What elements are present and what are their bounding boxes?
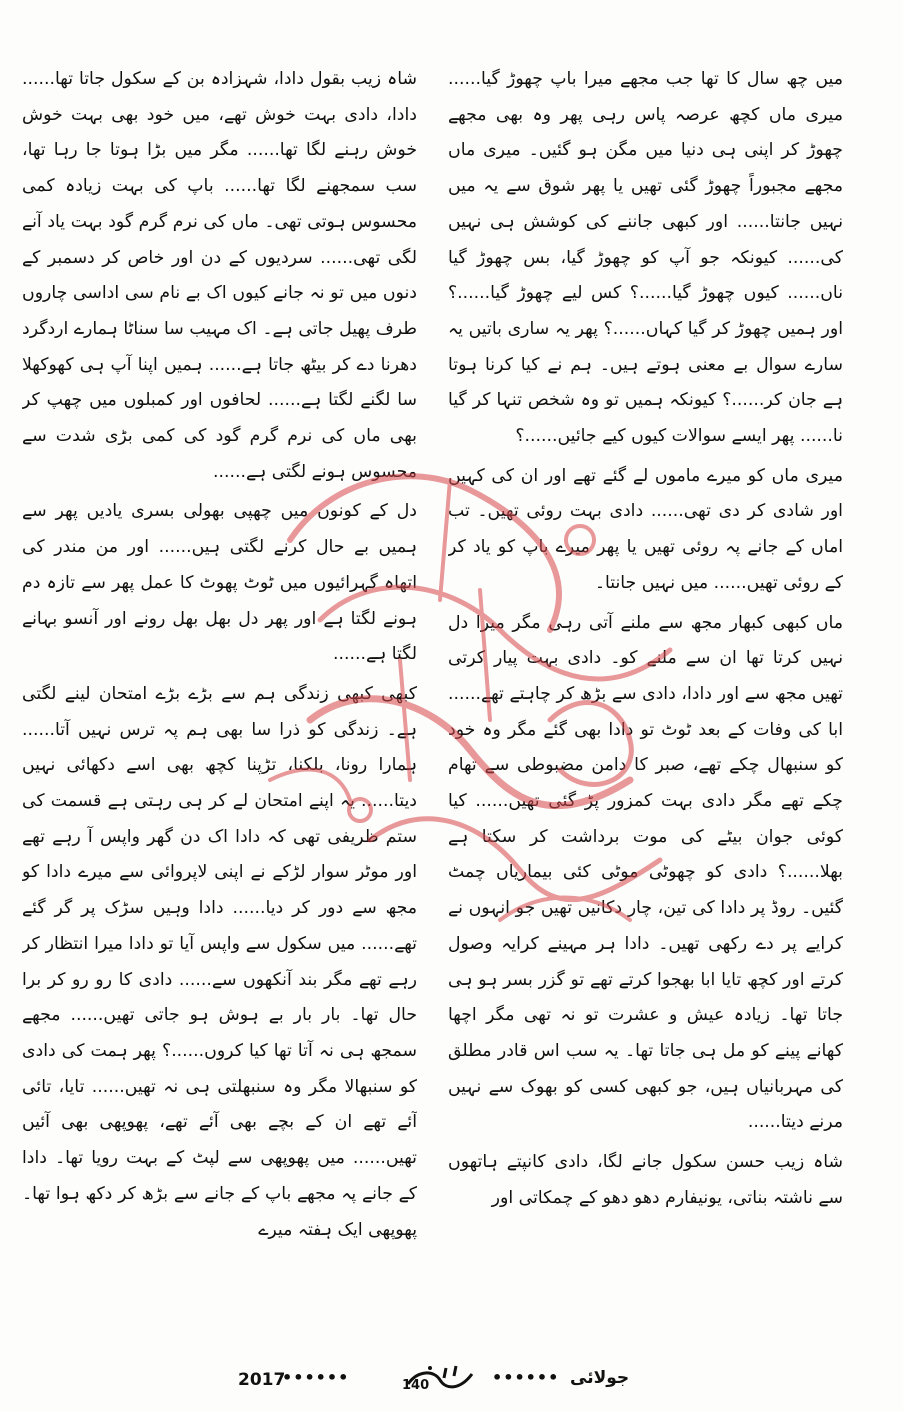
right-text-column (448, 62, 843, 1362)
issue-year: 2017 (238, 1370, 286, 1390)
left-text-column (22, 62, 417, 1362)
issue-month: جولائی (570, 1368, 630, 1388)
paragraph: کبھی کبھی زندگی ہم سے بڑے بڑے امتحان لینے لگتی ہے۔ زندگی کو ذرا سا بھی ہم پہ ترس نہیں آتا...... ہمارا رونا، بلکنا، تڑپنا کچھ بھی اسے دکھائی نہیں دیتا...... یہ اپنے امتحان لے کر ہی رہتی ہے قسمت کی ستم ظریفی تھی کہ دادا اک دن گھر واپس آ رہے تھے اور موٹر سوار لڑکے نے اپنی لاپروائی سے میرے دادا کو مجھ سے دور کر دیا...... دادا وہیں سڑک پر گر گئے تھے...... میں سکول سے واپس آیا تو دادا میرا انتظار کر رہے تھے مگر بند آنکھوں سے...... دادی کا رو رو کر برا حال تھا۔ بار بار بے ہوش ہو جاتی تھیں...... مجھے سمجھ ہی نہ آتا تھا کیا کروں......؟ پھر ہمت کی دادی کو سنبھالا مگر وہ سنبھلتی ہی نہ تھیں...... تایا، تائی آئے تھے ان کے بچے بھی آئے تھے، پھوپھی بھی آئیں تھیں...... میں پھوپھی سے لپٹ کے بہت رویا تھا۔ دادا کے جانے پہ مجھے باپ کے جانے سے بڑھ کر دکھ ہوا تھا۔ پھوپھی ایک ہفتہ میرے (22, 683, 417, 1240)
footer-dots-left: •••••• (282, 1368, 350, 1387)
page-number: 140 (402, 1378, 430, 1393)
paragraph: میں چھ سال کا تھا جب مجھے میرا باپ چھوڑ گیا...... میری ماں کچھ عرصہ پاس رہی پھر وہ بھی مجھے چھوڑ کر اپنی ہی دنیا میں مگن ہو گئیں۔ میری ماں مجھے مجبوراً چھوڑ گئی تھیں یا پھر شوق سے یہ میں نہیں جانتا...... اور کبھی جاننے کی کوشش ہی نہیں کی...... کیونکہ جو آپ کو چھوڑ گیا، بس چھوڑ گیا ناں...... کیوں چھوڑ گیا......؟ کس لیے چھوڑ گیا......؟ اور ہمیں چھوڑ کر گیا کہاں......؟ پھر یہ ساری باتیں یہ سارے سوال بے معنی ہوتے ہیں۔ ہم نے کیا کرنا ہوتا ہے جان کر......؟ کیونکہ ہمیں تو وہ شخص تنہا کر گیا نا...... پھر ایسے سوالات کیوں کیے جائیں......؟ (448, 69, 843, 447)
paragraph: ماں کبھی کبھار مجھ سے ملنے آتی رہی مگر میرا دل نہیں کرتا تھا ان سے ملنے کو۔ دادی بہت پیار کرتی تھیں مجھ سے اور دادا، دادی سے بڑھ کر چاہتے تھے...... ابا کی وفات کے بعد ٹوٹ تو دادا بھی گئے مگر وہ خود کو سنبھال چکے تھے، صبر کا دامن مضبوطی سے تھام چکے تھے مگر دادی بہت کمزور پڑ گئی تھیں...... کیا کوئی جوان بیٹے کی موت برداشت کر سکتا ہے بھلا......؟ دادی کو چھوٹی موٹی کئی بیماریاں چمٹ گئیں۔ روڈ پر دادا کی تین، چار دکانیں تھیں جو انہوں نے کرایے پر دے رکھی تھیں۔ دادا ہر مہینے کرایہ وصول کرتے اور کچھ تایا ابا بھجوا کرتے تھے تو گزر بسر ہو ہی جاتا تھا۔ زیادہ عیش و عشرت تو نہ تھی مگر اچھا کھانے پینے کو مل ہی جاتا تھا۔ یہ سب اس قادر مطلق کی مہربانیاں ہیں، جو کبھی کسی کو بھوک سے نہیں مرنے دیتا...... (448, 612, 843, 1133)
paragraph: میری ماں کو میرے ماموں لے گئے تھے اور ان کی کہیں اور شادی کر دی تھی...... دادی بہت روئی تھیں۔ تب اماں کے جانے پہ روئی تھیں یا پھر میرے باپ کو یاد کر کے روئی تھیں...... میں نہیں جانتا۔ (448, 465, 843, 593)
paragraph: دل کے کونوں میں چھپی بھولی بسری یادیں پھر سے ہمیں بے حال کرنے لگتی ہیں...... اور من مندر کی اتھاہ گہرائیوں میں ٹوٹ پھوٹ کا عمل پھر سے تازہ دم ہونے لگتا ہے اور پھر دل بھل بھل رونے اور آنسو بہانے لگتا ہے...... (22, 501, 417, 665)
footer-dots-right: •••••• (492, 1368, 560, 1387)
paragraph: شاہ زیب حسن سکول جانے لگا، دادی کانپتے ہاتھوں سے ناشتہ بناتی، یونیفارم دھو دھو کے چمکاتی اور (448, 1152, 843, 1208)
page-footer (230, 1362, 670, 1402)
paragraph: شاہ زیب بقول دادا، شہزادہ بن کے سکول جاتا تھا...... دادا، دادی بہت خوش تھے، میں خود بھی بہت خوش خوش رہنے لگا تھا...... مگر میں بڑا ہوتا جا رہا تھا، سب سمجھنے لگا تھا...... باپ کی بہت زیادہ کمی محسوس ہوتی تھی۔ ماں کی نرم گرم گود بہت یاد آنے لگی تھی...... سردیوں کے دن اور خاص کر دسمبر کے دنوں میں تو نہ جانے کیوں اک بے نام سی اداسی چاروں طرف پھیل جاتی ہے۔ اک مہیب سا سناٹا ہمارے اردگرد دھرنا دے کر بیٹھ جاتا ہے...... ہمیں اپنا آپ ہی کھوکھلا سا لگنے لگتا ہے...... لحافوں اور کمبلوں میں چھپ کر بھی ماں کی نرم گرم گود کی کمی بڑی شدت سے محسوس ہونے لگتی ہے...... (22, 69, 417, 482)
